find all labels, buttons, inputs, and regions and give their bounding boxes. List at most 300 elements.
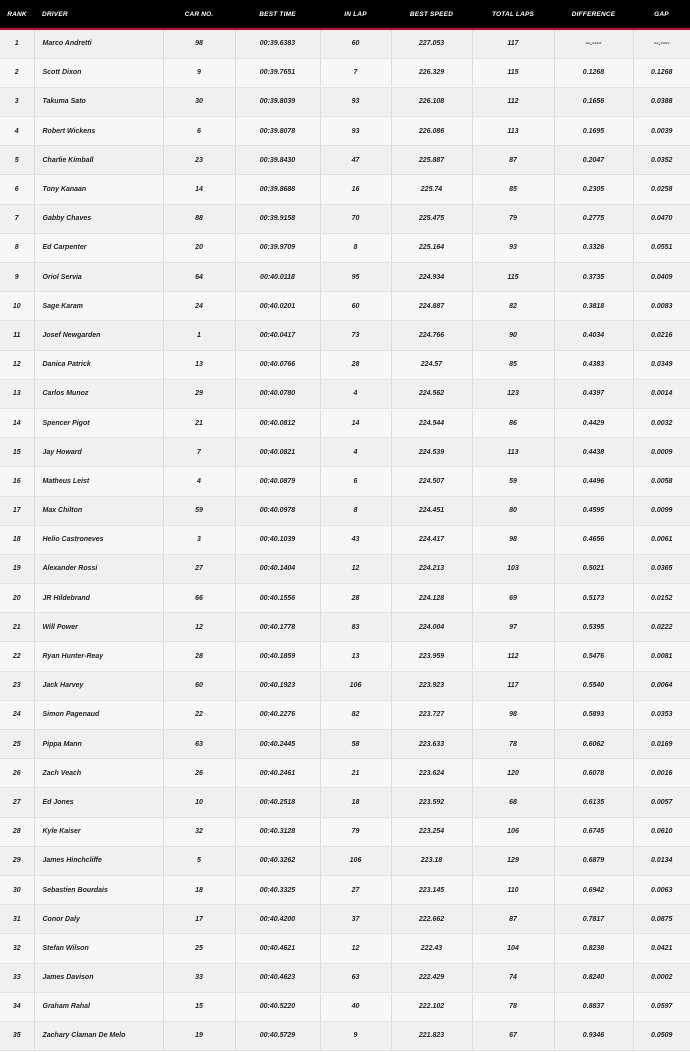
gap-cell: 0.0057 — [633, 788, 690, 817]
car-no-cell: 63 — [163, 730, 235, 759]
car-no-cell: 28 — [163, 642, 235, 671]
driver-cell: Takuma Sato — [34, 87, 163, 116]
car-no-cell: 98 — [163, 29, 235, 58]
total-laps-cell: 86 — [472, 408, 554, 437]
driver-cell: JR Hildebrand — [34, 584, 163, 613]
difference-cell: 0.4034 — [554, 321, 633, 350]
car-no-cell: 21 — [163, 408, 235, 437]
total-laps-cell: 106 — [472, 817, 554, 846]
best-speed-cell: 224.887 — [391, 292, 472, 321]
best-time-cell: 00:40.0766 — [235, 350, 320, 379]
driver-cell: Ed Carpenter — [34, 233, 163, 262]
best-speed-cell: 224.539 — [391, 438, 472, 467]
total-laps-cell: 120 — [472, 759, 554, 788]
best-time-cell: 00:40.0118 — [235, 263, 320, 292]
best-speed-cell: 224.451 — [391, 496, 472, 525]
rank-cell: 27 — [0, 788, 34, 817]
gap-cell: 0.0352 — [633, 146, 690, 175]
best-time-cell: 00:40.2461 — [235, 759, 320, 788]
best-time-cell: 00:39.8430 — [235, 146, 320, 175]
gap-cell: 0.0032 — [633, 408, 690, 437]
total-laps-cell: 74 — [472, 963, 554, 992]
gap-cell: 0.0152 — [633, 584, 690, 613]
difference-cell: --.---- — [554, 29, 633, 58]
gap-cell: --.---- — [633, 29, 690, 58]
in-lap-cell: 9 — [320, 1021, 391, 1050]
gap-cell: 0.0222 — [633, 613, 690, 642]
car-no-cell: 5 — [163, 846, 235, 875]
car-no-cell: 29 — [163, 379, 235, 408]
car-no-cell: 13 — [163, 350, 235, 379]
in-lap-cell: 7 — [320, 58, 391, 87]
column-header-total-laps[interactable]: TOTAL LAPS — [472, 0, 554, 29]
car-no-cell: 24 — [163, 292, 235, 321]
table-row — [0, 175, 690, 204]
table-row — [0, 525, 690, 554]
in-lap-cell: 28 — [320, 584, 391, 613]
best-speed-cell: 224.57 — [391, 350, 472, 379]
difference-cell: 0.8238 — [554, 934, 633, 963]
in-lap-cell: 6 — [320, 467, 391, 496]
table-row — [0, 87, 690, 116]
gap-cell: 0.0421 — [633, 934, 690, 963]
total-laps-cell: 112 — [472, 87, 554, 116]
best-speed-cell: 225.475 — [391, 204, 472, 233]
gap-cell: 0.0134 — [633, 846, 690, 875]
car-no-cell: 32 — [163, 817, 235, 846]
driver-cell: Ryan Hunter-Reay — [34, 642, 163, 671]
total-laps-cell: 117 — [472, 29, 554, 58]
difference-cell: 0.5893 — [554, 700, 633, 729]
in-lap-cell: 8 — [320, 233, 391, 262]
table-row — [0, 379, 690, 408]
best-speed-cell: 224.544 — [391, 408, 472, 437]
in-lap-cell: 37 — [320, 905, 391, 934]
table-row — [0, 554, 690, 583]
driver-cell: James Davison — [34, 963, 163, 992]
in-lap-cell: 13 — [320, 642, 391, 671]
table-row — [0, 700, 690, 729]
best-time-cell: 00:40.0879 — [235, 467, 320, 496]
gap-cell: 0.0258 — [633, 175, 690, 204]
total-laps-cell: 110 — [472, 875, 554, 904]
difference-cell: 0.4595 — [554, 496, 633, 525]
best-speed-cell: 222.662 — [391, 905, 472, 934]
best-speed-cell: 224.417 — [391, 525, 472, 554]
rank-cell: 32 — [0, 934, 34, 963]
in-lap-cell: 60 — [320, 29, 391, 58]
in-lap-cell: 28 — [320, 350, 391, 379]
best-speed-cell: 223.18 — [391, 846, 472, 875]
gap-cell: 0.0551 — [633, 233, 690, 262]
difference-cell: 0.6942 — [554, 875, 633, 904]
best-time-cell: 00:39.8688 — [235, 175, 320, 204]
difference-cell: 0.5021 — [554, 554, 633, 583]
total-laps-cell: 78 — [472, 730, 554, 759]
rank-cell: 25 — [0, 730, 34, 759]
rank-cell: 29 — [0, 846, 34, 875]
best-speed-cell: 224.562 — [391, 379, 472, 408]
total-laps-cell: 112 — [472, 642, 554, 671]
total-laps-cell: 97 — [472, 613, 554, 642]
total-laps-cell: 98 — [472, 525, 554, 554]
best-time-cell: 00:40.1778 — [235, 613, 320, 642]
best-time-cell: 00:40.4200 — [235, 905, 320, 934]
rank-cell: 19 — [0, 554, 34, 583]
car-no-cell: 10 — [163, 788, 235, 817]
total-laps-cell: 59 — [472, 467, 554, 496]
driver-cell: Conor Daly — [34, 905, 163, 934]
column-header-difference[interactable]: DIFFERENCE — [554, 0, 633, 29]
rank-cell: 3 — [0, 87, 34, 116]
total-laps-cell: 93 — [472, 233, 554, 262]
best-time-cell: 00:40.0812 — [235, 408, 320, 437]
table-row — [0, 233, 690, 262]
table-row — [0, 496, 690, 525]
best-time-cell: 00:39.7651 — [235, 58, 320, 87]
rank-cell: 30 — [0, 875, 34, 904]
difference-cell: 0.4383 — [554, 350, 633, 379]
in-lap-cell: 95 — [320, 263, 391, 292]
driver-cell: Matheus Leist — [34, 467, 163, 496]
car-no-cell: 9 — [163, 58, 235, 87]
in-lap-cell: 63 — [320, 963, 391, 992]
best-time-cell: 00:40.0978 — [235, 496, 320, 525]
total-laps-cell: 67 — [472, 1021, 554, 1050]
table-row — [0, 992, 690, 1021]
car-no-cell: 30 — [163, 87, 235, 116]
table-row — [0, 846, 690, 875]
best-speed-cell: 223.923 — [391, 671, 472, 700]
best-time-cell: 00:40.1556 — [235, 584, 320, 613]
total-laps-cell: 117 — [472, 671, 554, 700]
difference-cell: 0.4397 — [554, 379, 633, 408]
best-time-cell: 00:39.8078 — [235, 117, 320, 146]
rank-cell: 16 — [0, 467, 34, 496]
total-laps-cell: 113 — [472, 117, 554, 146]
best-time-cell: 00:40.4621 — [235, 934, 320, 963]
rank-cell: 22 — [0, 642, 34, 671]
best-time-cell: 00:40.0201 — [235, 292, 320, 321]
in-lap-cell: 14 — [320, 408, 391, 437]
in-lap-cell: 40 — [320, 992, 391, 1021]
gap-cell: 0.1268 — [633, 58, 690, 87]
table-row — [0, 29, 690, 58]
in-lap-cell: 12 — [320, 934, 391, 963]
difference-cell: 0.1656 — [554, 87, 633, 116]
car-no-cell: 25 — [163, 934, 235, 963]
table-row — [0, 817, 690, 846]
total-laps-cell: 85 — [472, 350, 554, 379]
rank-cell: 7 — [0, 204, 34, 233]
best-speed-cell: 223.727 — [391, 700, 472, 729]
in-lap-cell: 83 — [320, 613, 391, 642]
gap-cell: 0.0875 — [633, 905, 690, 934]
total-laps-cell: 115 — [472, 58, 554, 87]
car-no-cell: 19 — [163, 1021, 235, 1050]
difference-cell: 0.4656 — [554, 525, 633, 554]
table-row — [0, 321, 690, 350]
total-laps-cell: 104 — [472, 934, 554, 963]
driver-cell: Max Chilton — [34, 496, 163, 525]
table-row — [0, 350, 690, 379]
difference-cell: 0.2775 — [554, 204, 633, 233]
gap-cell: 0.0058 — [633, 467, 690, 496]
table-row — [0, 613, 690, 642]
rank-cell: 34 — [0, 992, 34, 1021]
in-lap-cell: 70 — [320, 204, 391, 233]
rank-cell: 11 — [0, 321, 34, 350]
best-speed-cell: 223.959 — [391, 642, 472, 671]
total-laps-cell: 115 — [472, 263, 554, 292]
rank-cell: 10 — [0, 292, 34, 321]
rank-cell: 23 — [0, 671, 34, 700]
car-no-cell: 88 — [163, 204, 235, 233]
best-time-cell: 00:39.9158 — [235, 204, 320, 233]
total-laps-cell: 98 — [472, 700, 554, 729]
best-time-cell: 00:40.1859 — [235, 642, 320, 671]
driver-cell: Simon Pagenaud — [34, 700, 163, 729]
best-speed-cell: 223.254 — [391, 817, 472, 846]
in-lap-cell: 82 — [320, 700, 391, 729]
total-laps-cell: 80 — [472, 496, 554, 525]
car-no-cell: 12 — [163, 613, 235, 642]
table-row — [0, 408, 690, 437]
column-header-rank[interactable]: RANK — [0, 0, 34, 29]
best-time-cell: 00:40.3262 — [235, 846, 320, 875]
best-time-cell: 00:40.5220 — [235, 992, 320, 1021]
in-lap-cell: 8 — [320, 496, 391, 525]
total-laps-cell: 82 — [472, 292, 554, 321]
rank-cell: 17 — [0, 496, 34, 525]
in-lap-cell: 16 — [320, 175, 391, 204]
rank-cell: 12 — [0, 350, 34, 379]
in-lap-cell: 21 — [320, 759, 391, 788]
best-speed-cell: 224.507 — [391, 467, 472, 496]
table-header-row — [0, 0, 690, 29]
rank-cell: 9 — [0, 263, 34, 292]
driver-cell: Helio Castroneves — [34, 525, 163, 554]
gap-cell: 0.0470 — [633, 204, 690, 233]
best-time-cell: 00:40.1404 — [235, 554, 320, 583]
difference-cell: 0.8240 — [554, 963, 633, 992]
difference-cell: 0.4496 — [554, 467, 633, 496]
best-speed-cell: 224.213 — [391, 554, 472, 583]
driver-cell: Alexander Rossi — [34, 554, 163, 583]
difference-cell: 0.4429 — [554, 408, 633, 437]
driver-cell: Pippa Mann — [34, 730, 163, 759]
table-row — [0, 788, 690, 817]
car-no-cell: 26 — [163, 759, 235, 788]
total-laps-cell: 68 — [472, 788, 554, 817]
table-row — [0, 146, 690, 175]
gap-cell: 0.0169 — [633, 730, 690, 759]
best-speed-cell: 226.108 — [391, 87, 472, 116]
driver-cell: Tony Kanaan — [34, 175, 163, 204]
best-speed-cell: 222.102 — [391, 992, 472, 1021]
best-time-cell: 00:40.0821 — [235, 438, 320, 467]
in-lap-cell: 73 — [320, 321, 391, 350]
table-row — [0, 58, 690, 87]
difference-cell: 0.3735 — [554, 263, 633, 292]
car-no-cell: 33 — [163, 963, 235, 992]
rank-cell: 8 — [0, 233, 34, 262]
driver-cell: Graham Rahal — [34, 992, 163, 1021]
car-no-cell: 15 — [163, 992, 235, 1021]
driver-cell: Jack Harvey — [34, 671, 163, 700]
best-time-cell: 00:40.0780 — [235, 379, 320, 408]
gap-cell: 0.0081 — [633, 642, 690, 671]
driver-cell: Zachary Claman De Melo — [34, 1021, 163, 1050]
gap-cell: 0.0039 — [633, 117, 690, 146]
table-row — [0, 730, 690, 759]
driver-cell: Ed Jones — [34, 788, 163, 817]
best-speed-cell: 223.145 — [391, 875, 472, 904]
difference-cell: 0.9346 — [554, 1021, 633, 1050]
total-laps-cell: 129 — [472, 846, 554, 875]
rank-cell: 4 — [0, 117, 34, 146]
gap-cell: 0.0002 — [633, 963, 690, 992]
gap-cell: 0.0353 — [633, 700, 690, 729]
difference-cell: 0.6745 — [554, 817, 633, 846]
rank-cell: 18 — [0, 525, 34, 554]
table-row — [0, 905, 690, 934]
rank-cell: 35 — [0, 1021, 34, 1050]
best-speed-cell: 222.429 — [391, 963, 472, 992]
total-laps-cell: 78 — [472, 992, 554, 1021]
gap-cell: 0.0064 — [633, 671, 690, 700]
car-no-cell: 23 — [163, 146, 235, 175]
best-speed-cell: 224.766 — [391, 321, 472, 350]
best-speed-cell: 222.43 — [391, 934, 472, 963]
car-no-cell: 27 — [163, 554, 235, 583]
in-lap-cell: 106 — [320, 671, 391, 700]
rank-cell: 5 — [0, 146, 34, 175]
best-speed-cell: 224.934 — [391, 263, 472, 292]
total-laps-cell: 123 — [472, 379, 554, 408]
best-time-cell: 00:40.4623 — [235, 963, 320, 992]
difference-cell: 0.2305 — [554, 175, 633, 204]
table-row — [0, 292, 690, 321]
in-lap-cell: 79 — [320, 817, 391, 846]
best-speed-cell: 225.887 — [391, 146, 472, 175]
difference-cell: 0.5395 — [554, 613, 633, 642]
driver-cell: Zach Veach — [34, 759, 163, 788]
rank-cell: 21 — [0, 613, 34, 642]
gap-cell: 0.0083 — [633, 292, 690, 321]
rank-cell: 2 — [0, 58, 34, 87]
driver-cell: Josef Newgarden — [34, 321, 163, 350]
column-header-gap[interactable]: GAP — [633, 0, 690, 29]
gap-cell: 0.0349 — [633, 350, 690, 379]
table-row — [0, 934, 690, 963]
best-time-cell: 00:40.1923 — [235, 671, 320, 700]
car-no-cell: 59 — [163, 496, 235, 525]
rank-cell: 14 — [0, 408, 34, 437]
in-lap-cell: 106 — [320, 846, 391, 875]
car-no-cell: 60 — [163, 671, 235, 700]
gap-cell: 0.0063 — [633, 875, 690, 904]
difference-cell: 0.6078 — [554, 759, 633, 788]
in-lap-cell: 93 — [320, 87, 391, 116]
total-laps-cell: 69 — [472, 584, 554, 613]
driver-cell: James Hinchcliffe — [34, 846, 163, 875]
best-time-cell: 00:40.5729 — [235, 1021, 320, 1050]
column-header-driver[interactable]: DRIVER — [34, 0, 163, 29]
column-header-car-no[interactable]: CAR NO. — [163, 0, 235, 29]
column-header-best-speed[interactable]: BEST SPEED — [391, 0, 472, 29]
driver-cell: Spencer Pigot — [34, 408, 163, 437]
rank-cell: 6 — [0, 175, 34, 204]
in-lap-cell: 4 — [320, 438, 391, 467]
difference-cell: 0.2047 — [554, 146, 633, 175]
best-time-cell: 00:39.9709 — [235, 233, 320, 262]
total-laps-cell: 103 — [472, 554, 554, 583]
column-header-best-time[interactable]: BEST TIME — [235, 0, 320, 29]
driver-cell: Sage Karam — [34, 292, 163, 321]
best-speed-cell: 226.086 — [391, 117, 472, 146]
best-speed-cell: 223.624 — [391, 759, 472, 788]
gap-cell: 0.0216 — [633, 321, 690, 350]
car-no-cell: 18 — [163, 875, 235, 904]
driver-cell: Jay Howard — [34, 438, 163, 467]
in-lap-cell: 47 — [320, 146, 391, 175]
gap-cell: 0.0409 — [633, 263, 690, 292]
table-row — [0, 438, 690, 467]
rank-cell: 13 — [0, 379, 34, 408]
best-speed-cell: 223.592 — [391, 788, 472, 817]
car-no-cell: 1 — [163, 321, 235, 350]
in-lap-cell: 27 — [320, 875, 391, 904]
table-row — [0, 263, 690, 292]
total-laps-cell: 90 — [472, 321, 554, 350]
driver-cell: Stefan Wilson — [34, 934, 163, 963]
gap-cell: 0.0009 — [633, 438, 690, 467]
rank-cell: 33 — [0, 963, 34, 992]
driver-cell: Marco Andretti — [34, 29, 163, 58]
difference-cell: 0.5476 — [554, 642, 633, 671]
in-lap-cell: 93 — [320, 117, 391, 146]
car-no-cell: 4 — [163, 467, 235, 496]
best-time-cell: 00:40.2276 — [235, 700, 320, 729]
car-no-cell: 22 — [163, 700, 235, 729]
driver-cell: Carlos Munoz — [34, 379, 163, 408]
best-speed-cell: 221.823 — [391, 1021, 472, 1050]
gap-cell: 0.0014 — [633, 379, 690, 408]
car-no-cell: 3 — [163, 525, 235, 554]
gap-cell: 0.0099 — [633, 496, 690, 525]
difference-cell: 0.7817 — [554, 905, 633, 934]
in-lap-cell: 58 — [320, 730, 391, 759]
best-speed-cell: 225.74 — [391, 175, 472, 204]
in-lap-cell: 60 — [320, 292, 391, 321]
driver-cell: Scott Dixon — [34, 58, 163, 87]
rank-cell: 20 — [0, 584, 34, 613]
table-row — [0, 204, 690, 233]
total-laps-cell: 87 — [472, 905, 554, 934]
in-lap-cell: 4 — [320, 379, 391, 408]
in-lap-cell: 18 — [320, 788, 391, 817]
best-time-cell: 00:40.0417 — [235, 321, 320, 350]
column-header-in-lap[interactable]: IN LAP — [320, 0, 391, 29]
gap-cell: 0.0016 — [633, 759, 690, 788]
rank-cell: 31 — [0, 905, 34, 934]
difference-cell: 0.6062 — [554, 730, 633, 759]
table-row — [0, 671, 690, 700]
driver-cell: Charlie Kimball — [34, 146, 163, 175]
best-speed-cell: 223.633 — [391, 730, 472, 759]
difference-cell: 0.6135 — [554, 788, 633, 817]
